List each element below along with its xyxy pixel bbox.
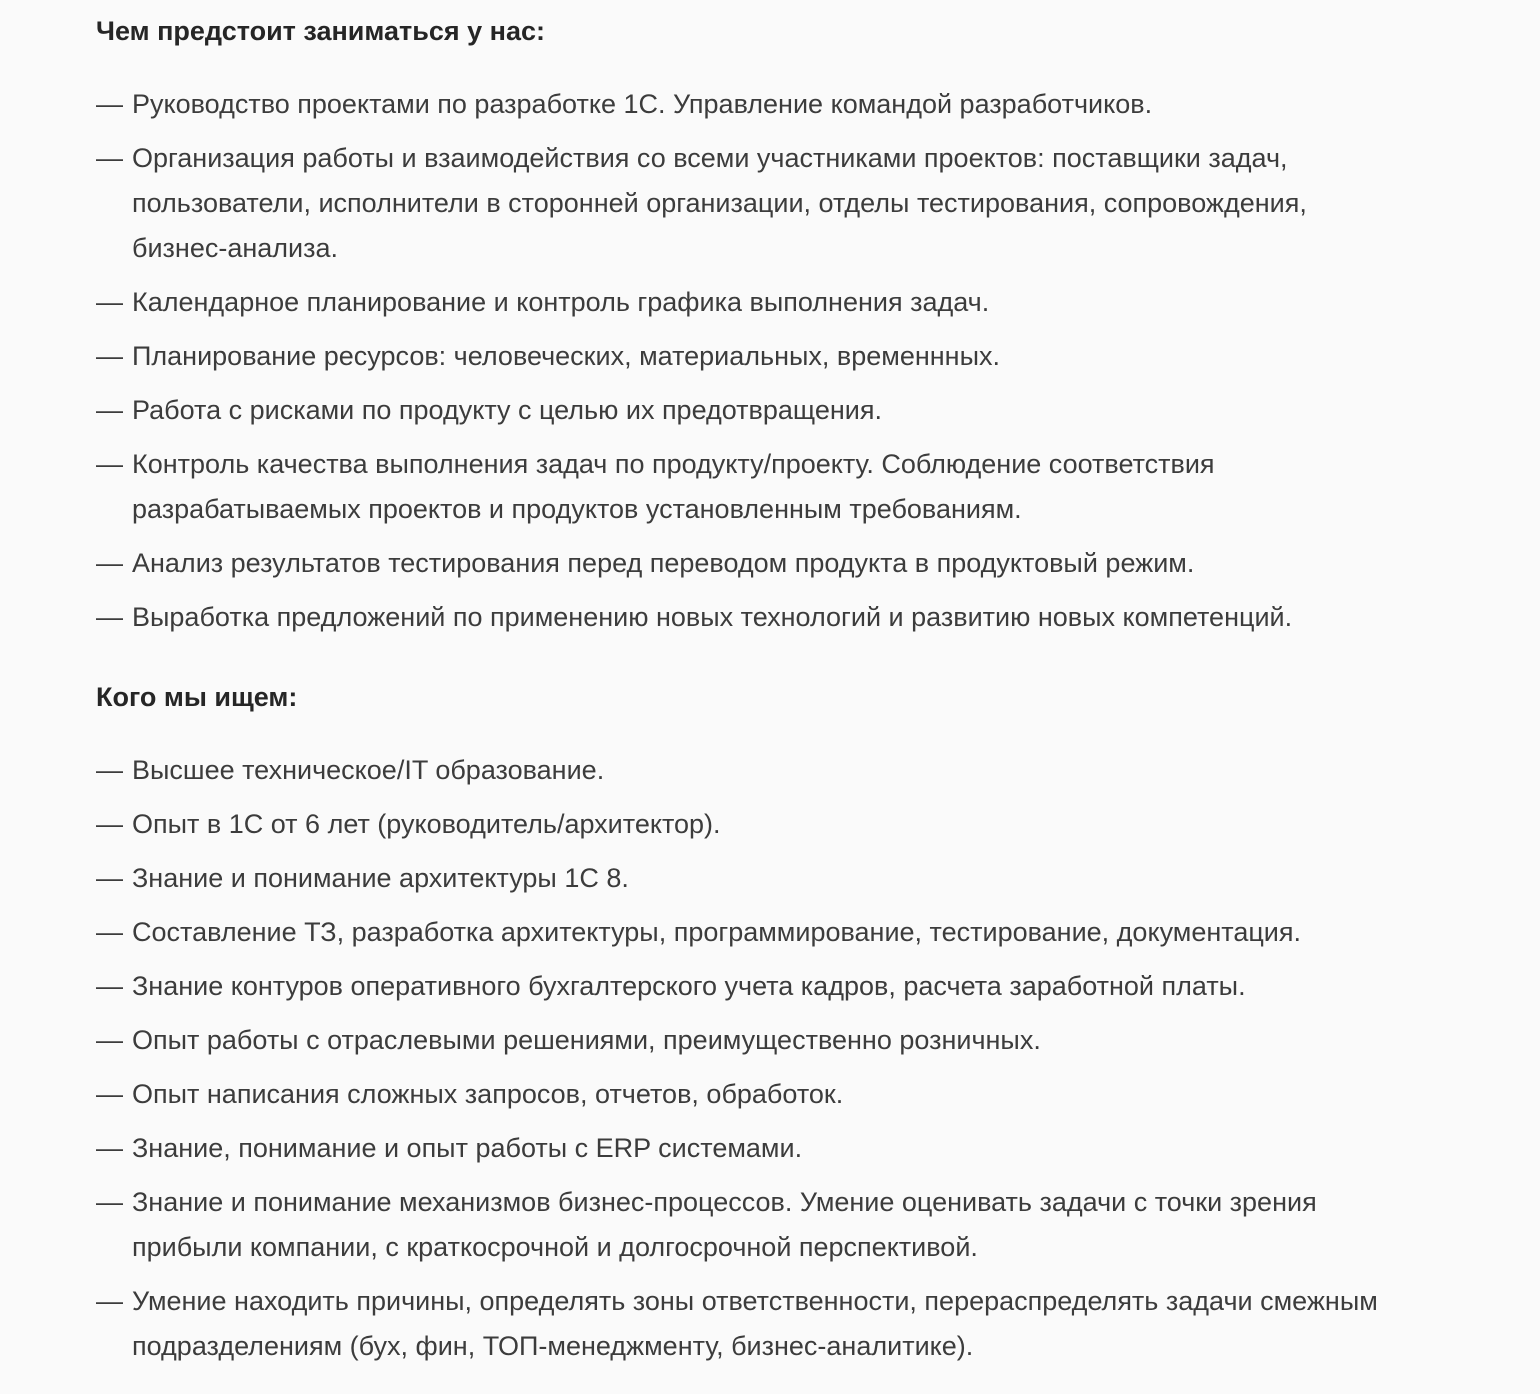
list-item xyxy=(96,1072,1460,1117)
list-item-text: Составление ТЗ, разработка архитектуры, программирование, тестирование, документация. xyxy=(132,917,1302,947)
list-item-text: Высшее техническое/IT образование. xyxy=(132,755,605,785)
dash-bullet: — xyxy=(96,1133,123,1163)
dash-bullet: — xyxy=(96,395,123,425)
list-item-text: Опыт работы с отраслевыми решениями, преимущественно розничных. xyxy=(132,1025,1041,1055)
list-item xyxy=(96,82,1460,127)
list-item-text: Руководство проектами по разработке 1С. Управление командой разработчиков. xyxy=(132,89,1153,119)
list-item-text: Знание и понимание архитектуры 1С 8. xyxy=(132,863,629,893)
list-item xyxy=(96,802,1460,847)
requirements-list xyxy=(96,748,1460,1369)
dash-bullet: — xyxy=(96,89,123,119)
dash-bullet: — xyxy=(96,1079,123,1109)
list-item xyxy=(96,442,1460,532)
dash-bullet: — xyxy=(96,449,123,479)
list-item xyxy=(96,856,1460,901)
list-item xyxy=(96,910,1460,955)
list-item-text: Организация работы и взаимодействия со всеми участниками проектов: поставщики задач, пользователи, исполнители в сторонней организации, отделы тестирования, сопровождения, бизнес-анализа. xyxy=(132,143,1307,263)
list-item-text: Планирование ресурсов: человеческих, материальных, временнных. xyxy=(132,341,1000,371)
list-item-text: Знание, понимание и опыт работы с ERP системами. xyxy=(132,1133,803,1163)
dash-bullet: — xyxy=(96,809,123,839)
list-item-text: Знание и понимание механизмов бизнес-процессов. Умение оценивать задачи с точки зрения прибыли компании, с краткосрочной и долгосрочной перспективой. xyxy=(132,1187,1317,1262)
list-item xyxy=(96,1126,1460,1171)
list-item-text: Выработка предложений по применению новых технологий и развитию новых компетенций. xyxy=(132,602,1293,632)
dash-bullet: — xyxy=(96,548,123,578)
list-item-text: Опыт в 1С от 6 лет (руководитель/архитектор). xyxy=(132,809,721,839)
list-item-text: Контроль качества выполнения задач по продукту/проекту. Соблюдение соответствия разрабатываемых проектов и продуктов установленным требованиям. xyxy=(132,449,1215,524)
dash-bullet: — xyxy=(96,971,123,1001)
dash-bullet: — xyxy=(96,1286,123,1316)
list-item xyxy=(96,1180,1460,1270)
list-item-text: Работа с рисками по продукту с целью их предотвращения. xyxy=(132,395,882,425)
dash-bullet: — xyxy=(96,917,123,947)
dash-bullet: — xyxy=(96,341,123,371)
list-item xyxy=(96,388,1460,433)
dash-bullet: — xyxy=(96,602,123,632)
dash-bullet: — xyxy=(96,755,123,785)
dash-bullet: — xyxy=(96,287,123,317)
list-item xyxy=(96,1279,1460,1369)
section-heading-requirements: Кого мы ищем: xyxy=(96,682,298,712)
list-item xyxy=(96,334,1460,379)
list-item-text: Умение находить причины, определять зоны ответственности, перераспределять задачи смежным подразделениям (бух, фин, ТОП-менеджменту, бизнес-аналитике). xyxy=(132,1286,1378,1361)
list-item xyxy=(96,595,1460,640)
dash-bullet: — xyxy=(96,863,123,893)
dash-bullet: — xyxy=(96,1025,123,1055)
list-item-text: Анализ результатов тестирования перед переводом продукта в продуктовый режим. xyxy=(132,548,1195,578)
list-item-text: Знание контуров оперативного бухгалтерского учета кадров, расчета заработной платы. xyxy=(132,971,1246,1001)
dash-bullet: — xyxy=(96,143,123,173)
list-item xyxy=(96,541,1460,586)
list-item xyxy=(96,280,1460,325)
responsibilities-list xyxy=(96,82,1460,640)
list-item xyxy=(96,964,1460,1009)
dash-bullet: — xyxy=(96,1187,123,1217)
list-item xyxy=(96,748,1460,793)
list-item-text: Календарное планирование и контроль графика выполнения задач. xyxy=(132,287,990,317)
list-item xyxy=(96,1018,1460,1063)
list-item-text: Опыт написания сложных запросов, отчетов, обработок. xyxy=(132,1079,844,1109)
section-heading-responsibilities: Чем предстоит заниматься у нас: xyxy=(96,16,545,46)
list-item xyxy=(96,136,1460,271)
